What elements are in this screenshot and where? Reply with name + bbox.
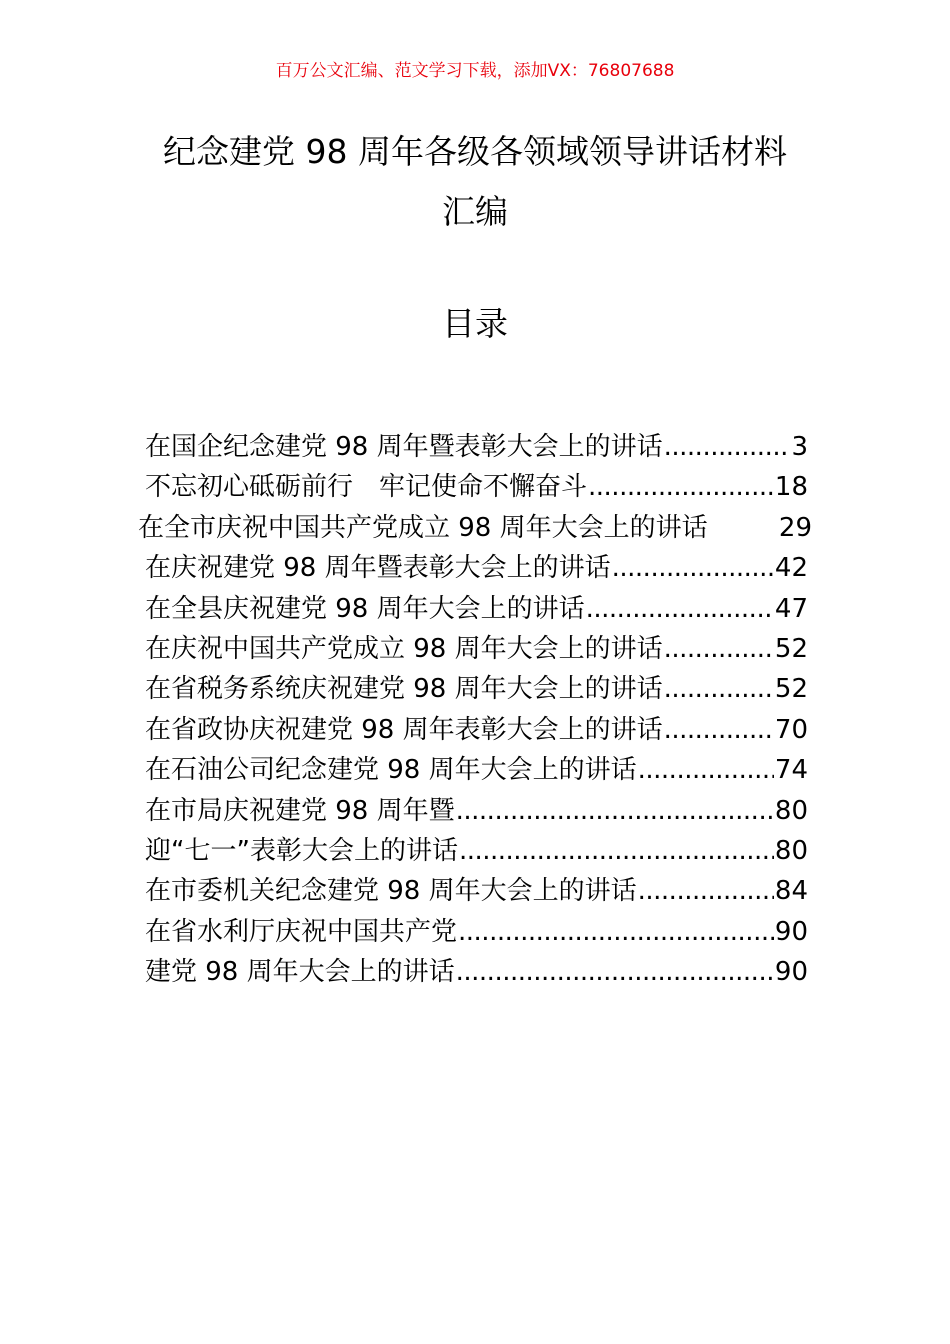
toc-entry-title: 不忘初心砥砺前行 牢记使命不懈奋斗 [145,472,588,503]
toc-entry-page: 52 [774,633,808,664]
toc-entry[interactable] [145,629,808,669]
toc-leader-dots [586,589,774,629]
toc-entry-page: 80 [774,835,808,866]
toc-leader-dots [664,629,774,669]
toc-entry-page: 18 [774,472,808,503]
toc-entry-page: 90 [774,916,808,947]
toc-leader-dots [664,427,791,467]
toc-entry[interactable] [145,467,808,507]
toc-entry-title: 在石油公司纪念建党 98 周年大会上的讲话 [145,755,637,786]
toc-entry-page: 80 [774,795,808,826]
toc-leader-dots [459,831,774,871]
toc-entry-title: 在庆祝建党 98 周年暨表彰大会上的讲话 [145,553,611,584]
toc-entry-page: 52 [774,674,808,705]
toc-entry-title: 在市委机关纪念建党 98 周年大会上的讲话 [145,876,637,907]
toc-leader-dots [664,669,774,709]
toc-entry[interactable] [145,952,808,992]
toc-leader-dots [664,710,774,750]
toc-entry-title: 在省水利厅庆祝中国共产党 [145,916,458,947]
toc-entry-title: 在市局庆祝建党 98 周年暨 [145,795,455,826]
toc-leader-dots [456,952,774,992]
toc-entry-title: 在省税务系统庆祝建党 98 周年大会上的讲话 [145,674,663,705]
watermark-header: 百万公文汇编、范文学习下载，添加VX：76807688 [275,61,675,81]
toc-leader-dots [612,548,774,588]
toc-entry-page: 47 [774,593,808,624]
toc-heading: 目录 [442,304,508,343]
toc-entry-title: 建党 98 周年大会上的讲话 [145,957,455,988]
toc-entry[interactable] [145,548,808,588]
toc-entry[interactable] [145,912,808,952]
toc-entry[interactable] [145,831,808,871]
toc-entry[interactable] [145,710,808,750]
toc-entry[interactable] [145,791,808,831]
toc-entry-page: 74 [774,755,808,786]
toc-entry-page: 29 [778,512,812,543]
toc-entry-title: 在全市庆祝中国共产党成立 98 周年大会上的讲话 [138,512,708,543]
toc-entry[interactable] [145,669,808,709]
toc-entry-page: 90 [774,957,808,988]
toc-entry-page: 84 [774,876,808,907]
toc-entry[interactable] [145,750,808,790]
toc-leader-dots [456,791,774,831]
table-of-contents [138,427,812,992]
toc-entry-title: 在国企纪念建党 98 周年暨表彰大会上的讲话 [145,432,663,462]
toc-entry-title: 在省政协庆祝建党 98 周年表彰大会上的讲话 [145,714,663,745]
toc-entry[interactable] [145,871,808,911]
toc-entry-title: 迎“七一”表彰大会上的讲话 [145,835,458,866]
toc-leader-dots [588,467,774,507]
toc-entry-title: 在全县庆祝建党 98 周年大会上的讲话 [145,593,585,624]
toc-entry-page: 3 [791,432,808,462]
document-title-line-2: 汇编 [442,192,508,231]
toc-entry-page: 70 [774,714,808,745]
document-title-line-1: 纪念建党 98 周年各级各领域领导讲话材料 [163,132,787,171]
toc-entry-title: 在庆祝中国共产党成立 98 周年大会上的讲话 [145,633,663,664]
toc-entry[interactable] [138,508,812,548]
toc-entry[interactable] [145,589,808,629]
toc-entry-page: 42 [774,553,808,584]
toc-entry[interactable] [145,427,808,467]
toc-leader-dots [458,912,774,952]
toc-leader-dots [638,750,774,790]
toc-leader-dots [638,871,774,911]
